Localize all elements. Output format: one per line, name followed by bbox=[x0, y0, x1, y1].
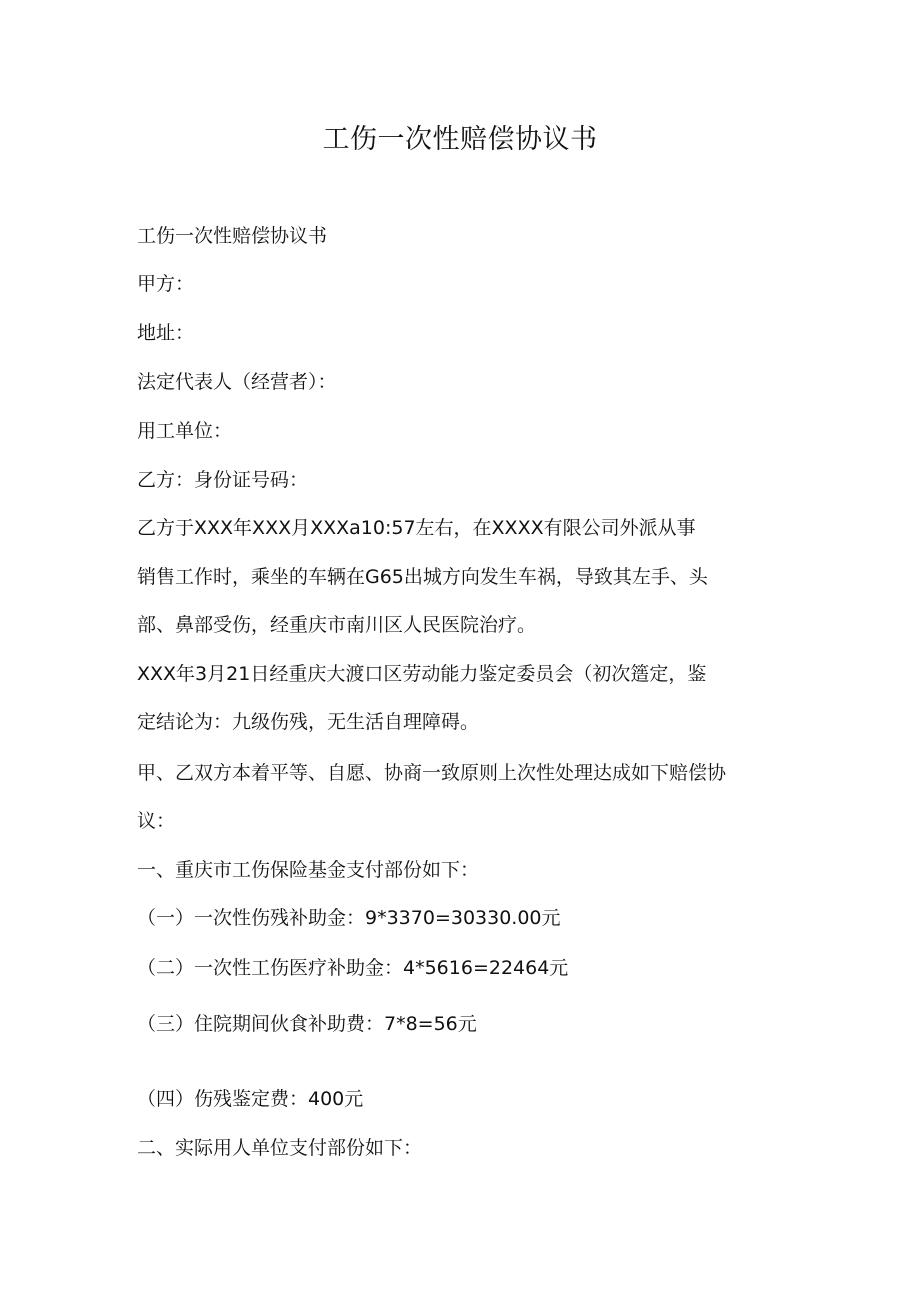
body-line: 甲、乙双方本着平等、自愿、协商一致原则上次性处理达成如下赔偿协 bbox=[137, 762, 727, 784]
body-line: 议： bbox=[137, 810, 176, 832]
body-line: XXX年3月21日经重庆大渡口区劳动能力鉴定委员会（初次簉定，鉴 bbox=[137, 663, 707, 685]
body-line: 定结论为：九级伤残，无生活自理障碍。 bbox=[137, 711, 480, 733]
body-line: 地址： bbox=[137, 322, 195, 344]
body-line: （四）伤残鉴定费：400元 bbox=[137, 1088, 364, 1110]
body-line: 部、鼻部受伤，经重庆市南川区人民医院治疗。 bbox=[137, 614, 537, 636]
body-line: 乙方于XXX年XXX月XXXa10:57左右，在XXXX有限公司外派从事 bbox=[137, 517, 696, 539]
body-line: 销售工作时，乘坐的车辆在G65出城方向发生车祸，导致其左手、头 bbox=[137, 566, 708, 588]
body-line: 法定代表人（经营者）： bbox=[137, 371, 337, 393]
body-line: （三）住院期间伙食补助费：7*8=56元 bbox=[137, 1013, 477, 1035]
body-line: （二）一次性工伤医疗补助金：4*5616=22464元 bbox=[137, 957, 569, 979]
body-line: 工伤一次性赔偿协议书 bbox=[137, 225, 328, 247]
body-line: 乙方：身份证号码： bbox=[137, 469, 309, 491]
body-line: 一、重庆市工伤保险基金支付部份如下： bbox=[137, 859, 480, 881]
body-line: 甲方： bbox=[137, 273, 195, 295]
document-title: 工伤一次性赔偿协议书 bbox=[322, 124, 598, 155]
body-line: 用工单位： bbox=[137, 420, 233, 442]
body-line: （一）一次性伤残补助金：9*3370=30330.00元 bbox=[137, 907, 561, 929]
body-line: 二、实际用人单位支付部份如下： bbox=[137, 1137, 423, 1159]
